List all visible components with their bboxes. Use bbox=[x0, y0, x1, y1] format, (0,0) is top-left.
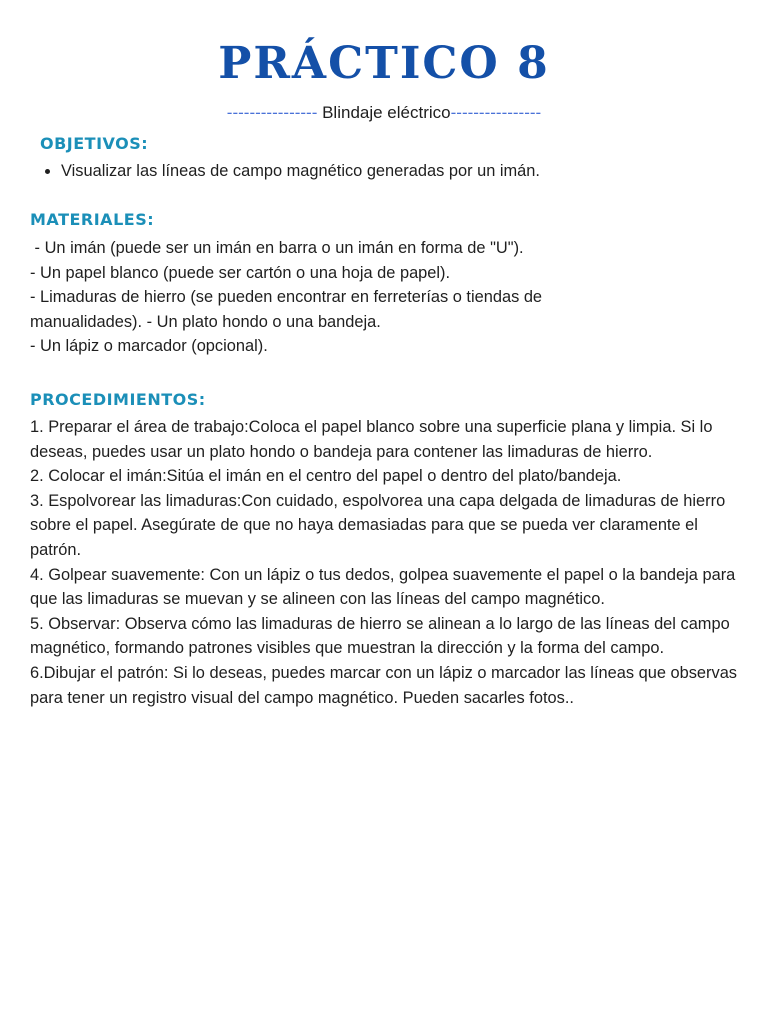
materiales-list bbox=[30, 236, 742, 359]
subtitle-dashes-right: ---------------- bbox=[450, 103, 542, 122]
procedimiento-step: 3. Espolvorear las limaduras:Con cuidado, espolvorea una capa delgada de limaduras de hierro sobre el papel. Asegúrate de que no haya demasiadas para que se pueda ver claramente el patrón. bbox=[30, 491, 726, 559]
subtitle bbox=[0, 102, 768, 124]
page-title: PRÁCTICO 8 bbox=[218, 38, 550, 89]
material-item: - Limaduras de hierro (se pueden encontrar en ferreterías o tiendas de manualidades). - Un plato hondo o una bandeja. bbox=[30, 288, 543, 331]
procedimiento-step: 4. Golpear suavemente: Con un lápiz o tus dedos, golpea suavemente el papel o la bandeja para que las limaduras se muevan y se alineen con las líneas del campo magnético. bbox=[30, 565, 736, 609]
procedimientos-heading: PROCEDIMIENTOS: bbox=[30, 390, 206, 409]
materiales-heading: MATERIALES: bbox=[30, 210, 155, 229]
procedimiento-step: 2. Colocar el imán:Sitúa el imán en el centro del papel o dentro del plato/bandeja. bbox=[30, 467, 622, 486]
procedimiento-step: 6.Dibujar el patrón: Si lo deseas, puedes marcar con un lápiz o marcador las líneas que observas para tener un registro visual del campo magnético. Pueden sacarles fotos.. bbox=[30, 663, 738, 707]
procedimiento-step: 1. Preparar el área de trabajo:Coloca el papel blanco sobre una superficie plana y limpia. Si lo deseas, puedes usar un plato hondo o bandeja para contener las limaduras de hierro. bbox=[30, 418, 713, 461]
objetivos-list bbox=[40, 159, 540, 183]
subtitle-dashes-left: ---------------- bbox=[226, 103, 318, 122]
material-item: - Un imán (puede ser un imán en barra o un imán en forma de "U"). bbox=[30, 239, 524, 257]
material-item: - Un papel blanco (puede ser cartón o una hoja de papel). bbox=[30, 263, 451, 282]
subtitle-text: Blindaje eléctrico bbox=[317, 103, 451, 122]
material-item: - Un lápiz o marcador (opcional). bbox=[30, 337, 268, 356]
procedimiento-step: 5. Observar: Observa cómo las limaduras de hierro se alinean a lo largo de las líneas del campo magnético, formando patrones visibles que muestran la dirección y la forma del campo. bbox=[30, 614, 730, 658]
objetivos-heading: OBJETIVOS: bbox=[40, 134, 149, 153]
objetivo-item: • Visualizar las líneas de campo magnético generadas por un imán. bbox=[61, 159, 540, 183]
procedimientos-list bbox=[30, 415, 742, 710]
